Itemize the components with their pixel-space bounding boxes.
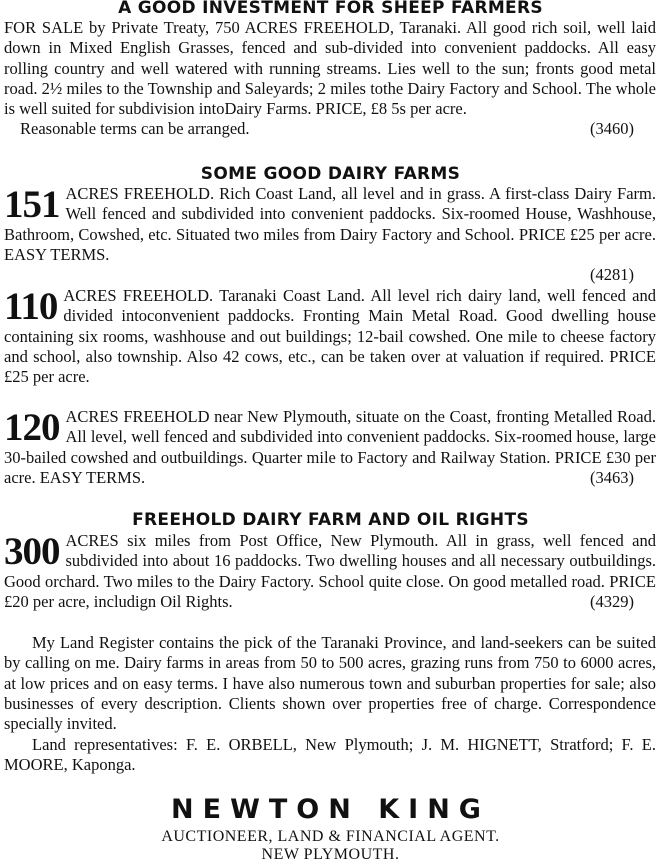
land-register-text: My Land Register contains the pick of the Taranaki Province, and land-seekers can be suited by calling on me. Dairy farms in areas from 50 to 500 acres, grazing runs from 750 to 6000 acres, at low prices and on easy terms. I have also numerous town and suburban properties for sale; also businesses of every description. Clients shown over properties free of charge. Correspondence specially invited.: [4, 633, 656, 734]
agent-name: NEWTON KING: [171, 794, 490, 825]
listing-ref: (4329): [590, 591, 634, 611]
sheep-farm-terms-line: [4, 119, 656, 139]
sheep-farm-text: FOR SALE by Private Treaty, 750 ACRES FREEHOLD, Taranaki. All good rich soil, well laid down in Mixed English Grasses, fenced and sub-divided into convenient paddocks. All easy rolling country and well watered with running streams. Lies well to the sun; fronts good metal road. 2½ miles to the Township and Saleyards; 2 miles tothe Dairy Factory and School. The whole is well suited for subdivision intoDairy Farms. PRICE, £8 5s per acre.: [4, 18, 656, 119]
sheep-farm-ad: [4, 18, 656, 140]
agent-title: AUCTIONEER, LAND & FINANCIAL AGENT.: [161, 828, 500, 845]
listing-acres: 110: [4, 285, 58, 328]
listing-151: [4, 184, 656, 285]
listing-110: [4, 286, 656, 387]
listing-ref: (4281): [590, 265, 634, 285]
heading-dairy-farms: SOME GOOD DAIRY FARMS: [200, 164, 461, 184]
listing-text: ACRES FREEHOLD. Taranaki Coast Land. All level rich dairy land, well fenced and divided intoconvenient paddocks. Fronting Main Metal Road. Good dwelling house containing six rooms, washhouse and out buildings; 12-bail cowshed. One mile to cheese factory and school, also township. Also 42 cows, etc., can be taken over at valuation if required. PRICE £25 per acre.: [4, 286, 656, 387]
listing-acres: 300: [4, 530, 60, 573]
listing-acres: 151: [4, 183, 60, 226]
sheep-farm-ref: (3460): [590, 119, 634, 139]
listing-acres: 120: [4, 406, 60, 449]
heading-sheep-farmers: A GOOD INVESTMENT FOR SHEEP FARMERS: [118, 0, 543, 18]
listing-ref: (3463): [590, 467, 634, 487]
agent-place: NEW PLYMOUTH.: [261, 846, 400, 863]
listing-text: ACRES FREEHOLD near New Plymouth, situate on the Coast, fronting Metalled Road. All level, well fenced and subdivided into convenient paddocks. Six-roomed house, large 30-bailed cowshed and outbuildings. Quarter mile to Factory and Railway Station. PRICE £30 per acre. EASY TERMS.: [4, 407, 656, 487]
heading-oil-rights: FREEHOLD DAIRY FARM AND OIL RIGHTS: [132, 510, 529, 530]
listing-text: ACRES six miles from Post Office, New Plymouth. All in grass, well fenced and subdivided into about 16 paddocks. Two dwelling houses and all necessary outbuildings. Good orchard. Two miles to the Dairy Factory. School quite close. On good metalled road. PRICE £20 per acre, includign Oil Rights.: [4, 531, 656, 611]
representatives-text: Land representatives: F. E. ORBELL, New Plymouth; J. M. HIGNETT, Stratford; F. E. MOORE, Kaponga.: [4, 735, 656, 775]
sheep-farm-terms: Reasonable terms can be arranged.: [20, 119, 250, 139]
listing-text: ACRES FREEHOLD. Rich Coast Land, all level and in grass. A first-class Dairy Farm. Well fenced and subdivided into convenient paddocks. Six-roomed House, Washhouse, Bathroom, Cowshed, etc. Situated two miles from Dairy Factory and School. PRICE £25 per acre. EASY TERMS.: [4, 184, 656, 264]
listing-300: [4, 531, 656, 612]
listing-120: [4, 407, 656, 488]
